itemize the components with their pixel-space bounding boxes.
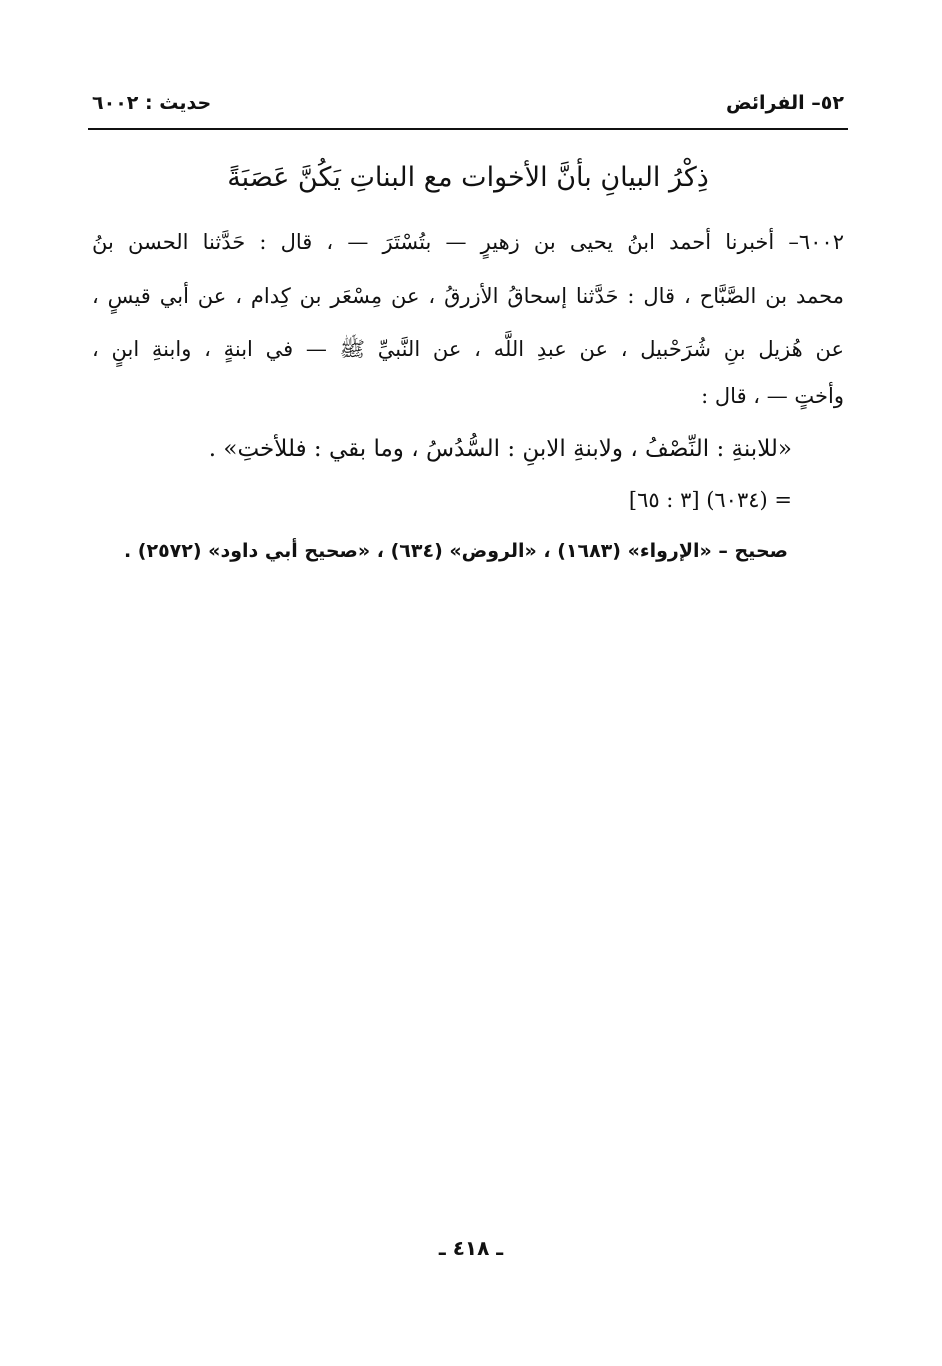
page-header xyxy=(88,82,848,130)
hadith-matn: «للابنةِ : النِّصْفُ ، ولابنةِ الابنِ : السُّدُسُ ، وما بقي : فللأختِ» . xyxy=(208,436,792,462)
chapter-heading: ٥٢– الفرائض xyxy=(725,92,844,114)
section-title: ذِكْرُ البيانِ بأنَّ الأخوات مع البناتِ يَكُنَّ عَصَبَةً xyxy=(227,162,709,193)
cross-reference: = (٦٠٣٤) [٣ : ٦٥] xyxy=(628,488,792,512)
page-number: ـ ٤١٨ ـ xyxy=(438,1236,504,1260)
hadith-number-heading: حديث : ٦٠٠٢ xyxy=(92,92,212,114)
hadith-line-2: محمد بن الصَّبَّاح ، قال : حَدَّثنا إسحاقُ الأزرقُ ، عن مِسْعَر بن كِدام ، عن أبي قيسٍ ، xyxy=(92,284,844,308)
hadith-line-4: وأختٍ — ، قال : xyxy=(701,384,844,408)
hadith-line-3: عن هُزيل بنِ شُرَحْبيل ، عن عبدِ اللَّه ، عن النَّبيِّ ﷺ — في ابنةٍ ، وابنةِ ابنٍ ، xyxy=(92,337,844,361)
hadith-line-1: ٦٠٠٢– أخبرنا أحمد ابنُ يحيى بن زهيرٍ — بتُسْتَرَ — ، قال : حَدَّثنا الحسن بنُ xyxy=(92,230,844,254)
hadith-grading: صحيح – «الإرواء» (١٦٨٣) ، «الروض» (٦٣٤) ، «صحيح أبي داود» (٢٥٧٢) . xyxy=(123,540,788,562)
